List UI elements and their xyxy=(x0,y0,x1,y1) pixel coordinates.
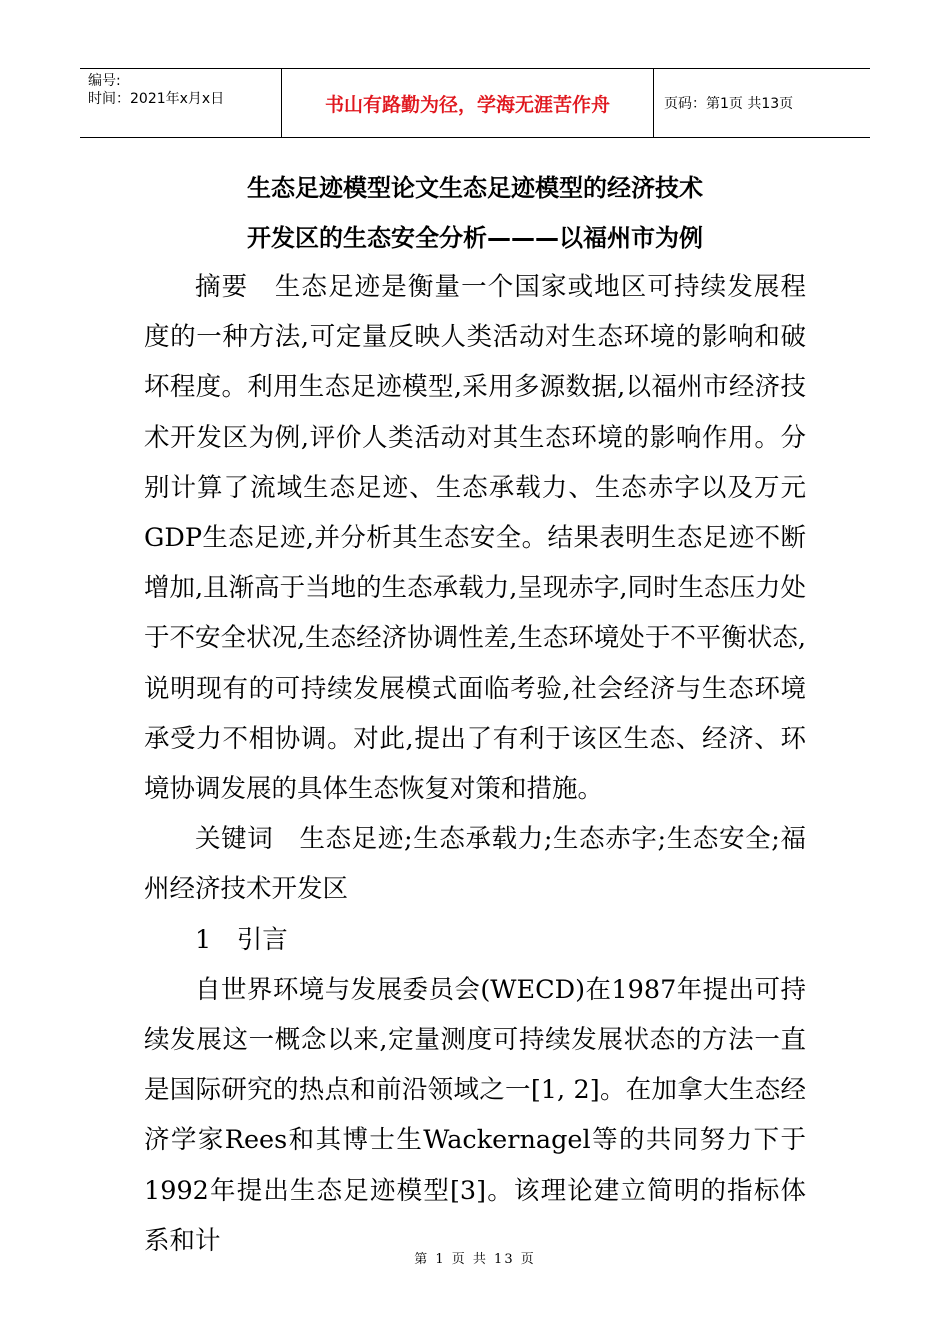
header-page-info: 页码：第1页 共13页 xyxy=(664,96,794,112)
header-number-label: 编号: xyxy=(88,73,121,89)
keywords-paragraph: 关键词 生态足迹;生态承载力;生态赤字;生态安全;福州经济技术开发区 xyxy=(144,824,806,905)
page-footer: 第 1 页 共 13 页 xyxy=(414,1252,536,1267)
document-title-line2: 开发区的生态安全分析———以福州市为例 xyxy=(247,224,703,252)
header-meta xyxy=(80,69,282,137)
section-heading: 1 引言 xyxy=(195,924,288,955)
header-motto: 书山有路勤为径，学海无涯苦作舟 xyxy=(282,69,654,137)
document-title-line1: 生态足迹模型论文生态足迹模型的经济技术 xyxy=(247,174,703,202)
intro-paragraph: 自世界环境与发展委员会(WECD)在1987年提出可持续发展这一概念以来,定量测度可持续发展状态的方法一直是国际研究的热点和前沿领域之一[1, 2]。在加拿大生态经济学家Rees和其博士生Wackernagel等的共同努力下于1992年提出生态足迹模型[3]。该理论建立简明的指标体系和计 xyxy=(144,974,806,1256)
document-header xyxy=(80,68,870,138)
document-body xyxy=(144,262,806,1266)
header-time-label: 时间：2021年x月x日 xyxy=(88,91,225,107)
abstract-paragraph: 摘要 生态足迹是衡量一个国家或地区可持续发展程度的一种方法,可定量反映人类活动对生态环境的影响和破坏程度。利用生态足迹模型,采用多源数据,以福州市经济技术开发区为例,评价人类活动对其生态环境的影响作用。分别计算了流域生态足迹、生态承载力、生态赤字以及万元GDP生态足迹,并分析其生态安全。结果表明生态足迹不断增加,且渐高于当地的生态承载力,呈现赤字,同时生态压力处于不安全状况,生态经济协调性差,生态环境处于不平衡状态,说明现有的可持续发展模式面临考验,社会经济与生态环境承受力不相协调。对此,提出了有利于该区生态、经济、环境协调发展的具体生态恢复对策和措施。 xyxy=(144,272,806,805)
